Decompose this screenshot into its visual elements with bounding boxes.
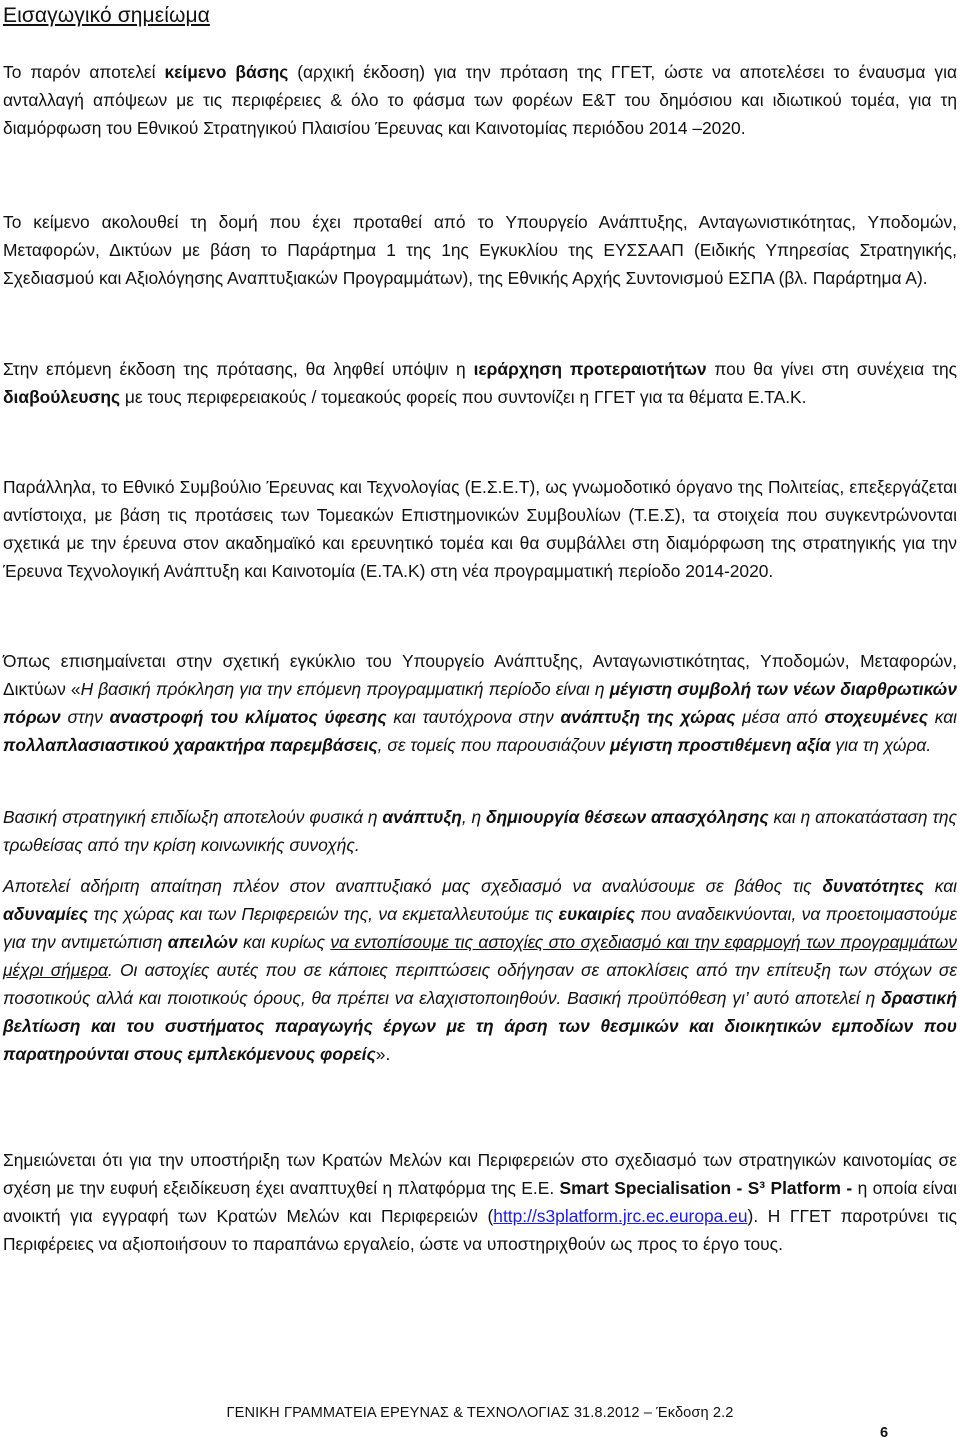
p7-italic-4: που αναδεικνύονται, να προετοιμαστούμε για την αντιμετώπιση (3, 904, 957, 952)
p3-bold-1: ιεράρχηση προτεραιοτήτων (473, 359, 707, 379)
p6-bold-italic-1: ανάπτυξη (382, 807, 462, 827)
p6-italic-2: , η (461, 807, 487, 827)
page-title: Εισαγωγικό σημείωμα (3, 4, 210, 27)
p1-text-1: Το παρόν αποτελεί (3, 62, 165, 82)
p3-text-3: με τους περιφερειακούς / τομεακούς φορείς που συντονίζει η ΓΓΕΤ για τα θέματα Ε.ΤΑ.Κ. (120, 387, 807, 407)
p6-italic-3: και η αποκατάσταση της τρωθείσας από την κρίση κοινωνικής συνοχής. (3, 807, 957, 855)
p5-bold-italic-2: αναστροφή του κλίματος ύφεσης (109, 707, 387, 727)
p7-bold-italic-5: δραστική βελτίωση και του συστήματος παραγωγής έργων με τη άρση των θεσμικών και διοικητικών εμποδίων που παρατηρούνται στους εμπλεκόμενους φορείς (3, 988, 957, 1064)
p5-bold-italic-6: μέγιστη προστιθέμενη αξία (609, 735, 831, 755)
p7-italic-5: και κυρίως (237, 932, 331, 952)
p5-italic-1: Η βασική πρόκληση για την επόμενη προγραμματική περίοδο είναι η (80, 679, 610, 699)
p8-text-3: ). Η ΓΓΕΤ παροτρύνει τις Περιφέρειες να αξιοποιήσουν το παραπάνω εργαλείο, ώστε να υποστηριχθούν ως προς το έργο τους. (3, 1206, 957, 1254)
intro-paragraph (3, 58, 957, 142)
p3-text-1: Στην επόμενη έκδοση της πρότασης, θα ληφθεί υπόψιν η (3, 359, 474, 379)
p5-bold-italic-5: πολλαπλασιαστικού χαρακτήρα παρεμβάσεις (3, 735, 378, 755)
p5-italic-3: και ταυτόχρονα στην (386, 707, 561, 727)
p3-text-2: που θα γίνει στη συνέχεια της (706, 359, 958, 379)
structure-paragraph: Το κείμενο ακολουθεί τη δομή που έχει προταθεί από το Υπουργείο Ανάπτυξης, Ανταγωνιστικότητας, Υποδομών, Μεταφορών, Δικτύων με βάση το Παράρτημα 1 της 1ης Εγκυκλίου της ΕΥΣΣΑΑΠ (Ειδικής Υπηρεσίας Στρατηγικής, Σχεδιασμού και Αξιολόγησης Αναπτυξιακών Προγραμμάτων), της Εθνικής Αρχής Συντονισμού ΕΣΠΑ (βλ. Παράρτημα Α). (3, 212, 957, 288)
analysis-paragraph (3, 872, 957, 1068)
p7-closing-quote: ». (375, 1044, 391, 1064)
p7-bold-italic-1: δυνατότητες (822, 876, 924, 896)
p7-bold-italic-2: αδυναμίες (3, 904, 89, 924)
circular-quote-paragraph (3, 647, 957, 759)
p6-italic-1: Βασική στρατηγική επιδίωξη αποτελούν φυσικά η (3, 807, 383, 827)
s3-platform-paragraph (3, 1146, 957, 1258)
p7-bold-italic-4: απειλών (167, 932, 238, 952)
page-number: 6 (880, 1425, 889, 1441)
p5-bold-italic-3: ανάπτυξη της χώρας (560, 707, 736, 727)
p7-italic-6: . Οι αστοχίες αυτές που σε κάποιες περιπτώσεις οδήγησαν σε αποκλίσεις από την επίτευξη των στόχων σε ποσοτικούς αλλά και ποιοτικούς όρους, θα πρέπει να ελαχιστοποιηθούν. Βασική προϋπόθεση γι’ αυτό αποτελεί η (3, 960, 957, 1008)
p7-italic-2: και (923, 876, 957, 896)
p7-italic-1: Αποτελεί αδήριτη απαίτηση πλέον στον αναπτυξιακό μας σχεδιασμό να αναλύσουμε σε βάθος τις (3, 876, 823, 896)
p8-text-1: Σημειώνεται ότι για την υποστήριξη των Κρατών Μελών και Περιφερειών στο σχεδιασμό των στρατηγικών καινοτομίας σε σχέση με την ευφυή εξειδίκευση έχει αναπτυχθεί η πλατφόρμα της Ε.Ε. (3, 1150, 957, 1198)
p7-bold-italic-3: ευκαιρίες (558, 904, 635, 924)
eset-paragraph: Παράλληλα, το Εθνικό Συμβούλιο Έρευνας και Τεχνολογίας (Ε.Σ.Ε.Τ), ως γνωμοδοτικό όργανο της Πολιτείας, επεξεργάζεται αντίστοιχα, με βάση τις προτάσεις των Τομεακών Επιστημονικών Συμβουλίων (Τ.Ε.Σ), τα στοιχεία που συγκεντρώνονται σχετικά με την έρευνα στον ακαδημαϊκό και ερευνητικό τομέα και θα συμβάλλει στη διαμόρφωση της στρατηγικής για την Έρευνα Τεχνολογική Ανάπτυξη και Καινοτομία (Ε.ΤΑ.Κ) στη νέα προγραμματική περίοδο 2014-2020. (3, 477, 957, 581)
p5-italic-4: μέσα από (735, 707, 825, 727)
p6-bold-italic-2: δημιουργία θέσεων απασχόλησης (486, 807, 769, 827)
p7-italic-3: της χώρας και των Περιφερειών της, να εκμεταλλευτούμε τις (88, 904, 559, 924)
p5-italic-5: και (927, 707, 957, 727)
p8-bold-1: Smart Specialisation - S³ Platform - (559, 1178, 853, 1198)
next-version-paragraph (3, 355, 957, 411)
page-footer: ΓΕΝΙΚΗ ΓΡΑΜΜΑΤΕΙΑ ΕΡΕΥΝΑΣ & ΤΕΧΝΟΛΟΓΙΑΣ 31.8.2012 – Έκδοση 2.2 (226, 1405, 734, 1421)
p5-italic-7: για τη χώρα. (830, 735, 932, 755)
p1-bold-1: κείμενο βάσης (164, 62, 289, 82)
strategy-paragraph (3, 803, 957, 859)
p5-text-1: Όπως επισημαίνεται στην σχετική εγκύκλιο του Υπουργείο Ανάπτυξης, Ανταγωνιστικότητας, Υποδομών, Μεταφορών, Δικτύων « (3, 651, 957, 699)
p7-underlined-italic-1: να εντοπίσουμε τις αστοχίες στο σχεδιασμό και την εφαρμογή των προγραμμάτων μέχρι σήμερα (3, 932, 957, 980)
p5-bold-italic-1: μέγιστη συμβολή των νέων διαρθρωτικών πόρων (3, 679, 957, 727)
p5-italic-2: στην (60, 707, 110, 727)
p8-text-2: η οποία είναι ανοικτή για εγγραφή των Κρατών Μελών και Περιφερειών ( (3, 1178, 957, 1226)
p5-bold-italic-4: στοχευμένες (824, 707, 928, 727)
p5-italic-6: , σε τομείς που παρουσιάζουν (377, 735, 610, 755)
p3-bold-2: διαβούλευσης (3, 387, 121, 407)
p1-text-2: (αρχική έκδοση) για την πρόταση της ΓΓΕΤ, ώστε να αποτελέσει το έναυσμα για ανταλλαγή απόψεων με τις περιφέρειες & όλο το φάσμα των φορέων Ε&Τ του δημόσιου και ιδιωτικού τομέα, για τη διαμόρφωση του Εθνικού Στρατηγικού Πλαισίου Έρευνας και Καινοτομίας περιόδου 2014 –2020. (3, 62, 957, 138)
s3-platform-link[interactable]: http://s3platform.jrc.ec.europa.eu (493, 1206, 748, 1226)
